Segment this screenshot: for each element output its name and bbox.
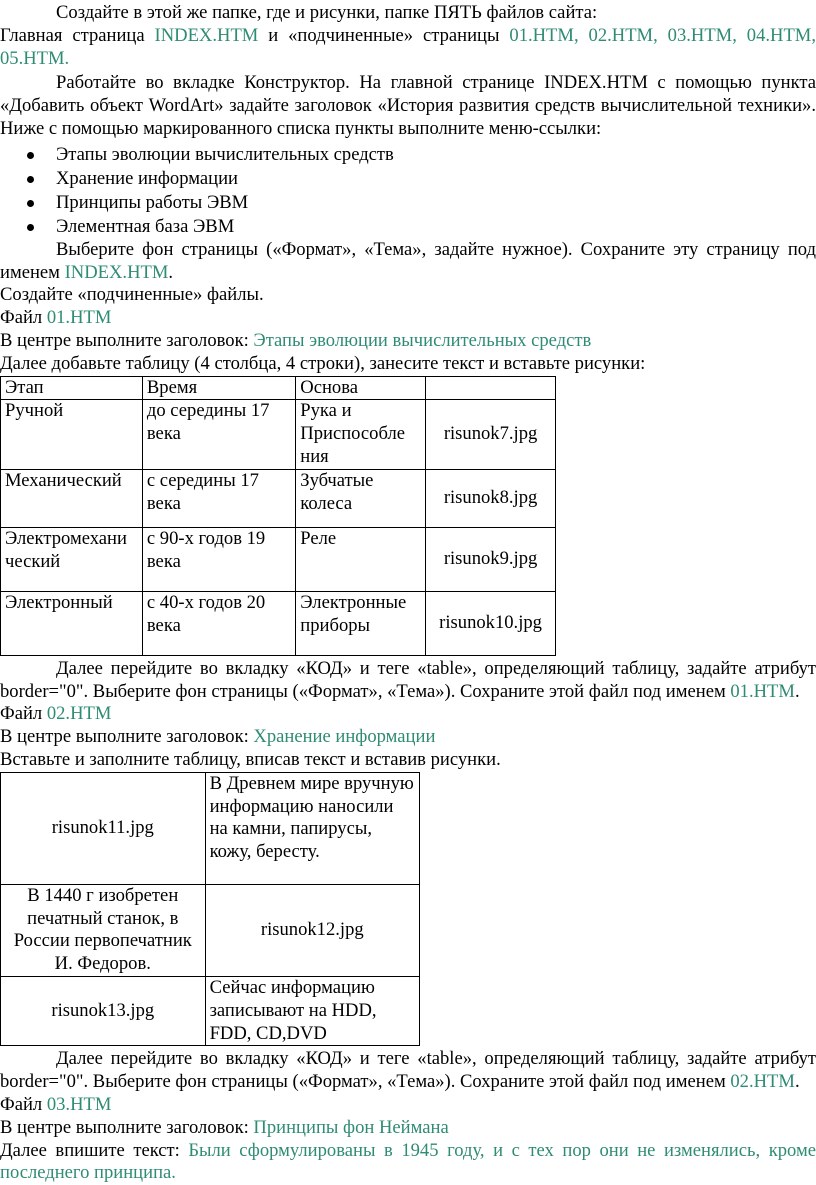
table-cell: Электромехани ческий — [1, 527, 143, 591]
background-paragraph-line1: Выберите фон страницы («Формат», «Тема», задайте нужное). Сохраните эту страницу под — [0, 239, 816, 262]
table-cell: Ручной — [1, 400, 143, 469]
sub-filenames: 01.HTM, 02.HTM, 03.HTM, 04.HTM, — [509, 25, 816, 46]
table-cell-image: risunok13.jpg — [1, 976, 206, 1045]
file3-heading-line: В центре выполните заголовок: Принципы фон Неймана — [0, 1117, 816, 1140]
file3-text-paragraph: Далее впишите текст: Были сформулированы в 1945 году, и с тех пор они не изменялись, кроме последнего принципа. — [0, 1140, 816, 1185]
table-row — [1, 469, 556, 527]
bullet-icon — [27, 200, 34, 207]
table-cell-image: risunok9.jpg — [426, 527, 556, 591]
files-paragraph-line1 — [0, 25, 816, 48]
list-item: Этапы эволюции вычислительных средств — [0, 143, 816, 167]
storage-table — [0, 772, 420, 1047]
table-cell-image: risunok12.jpg — [205, 884, 419, 976]
table-cell: Зубчатые колеса — [296, 469, 426, 527]
table-cell: Механический — [1, 469, 143, 527]
constructor-paragraph: Работайте во вкладке Конструктор. На главной странице INDEX.HTM с помощью пункта «Добавить объект WordArt» задайте заголовок «История развития средств вычислительной техники». Ниже с помощью маркированного списка пункты выполните меню-ссылки: — [0, 72, 816, 140]
file1-heading-line: В центре выполните заголовок: Этапы эволюции вычислительных средств — [0, 330, 816, 353]
table-cell-image: risunok10.jpg — [426, 591, 556, 655]
menu-links-list — [0, 143, 816, 239]
file3-heading: Принципы фон Неймана — [253, 1117, 448, 1138]
list-item: Элементная база ЭВМ — [0, 215, 816, 239]
table-header-cell: Основа — [296, 376, 426, 400]
table-cell: с 90-х годов 19 века — [142, 527, 295, 591]
intro-paragraph: Создайте в этой же папке, где и рисунки, папке ПЯТЬ файлов сайта: — [0, 2, 816, 25]
table-cell: Электронные приборы — [296, 591, 426, 655]
table-row — [1, 591, 556, 655]
table-header-row — [1, 376, 556, 400]
list-item: Хранение информации — [0, 167, 816, 191]
table-header-cell: Время — [142, 376, 295, 400]
file2-heading-line: В центре выполните заголовок: Хранение информации — [0, 726, 816, 749]
table-cell: с середины 17 века — [142, 469, 295, 527]
table-header-cell: Этап — [1, 376, 143, 400]
table-row — [1, 884, 420, 976]
stages-table — [0, 376, 556, 656]
table-row — [1, 400, 556, 469]
table-cell: В Древнем мире вручную информацию наносили на камни, папирусы, кожу, бересту. — [205, 772, 419, 884]
table-header-cell — [426, 376, 556, 400]
file2-name: 02.HTM — [47, 703, 112, 724]
file2-label: Файл 02.HTM — [0, 703, 816, 726]
table-row — [1, 772, 420, 884]
file2-after-line2: border="0". Выберите фон страницы («Формат», «Тема»). Сохраните этой файл под именем 02.HTM. — [0, 1071, 816, 1094]
file1-after-line1: Далее перейдите во вкладку «КОД» и теге «table», определяющий таблицу, задайте атрибут — [0, 658, 816, 681]
file1-save-name: 01.HTM — [730, 681, 795, 702]
create-files-line: Создайте «подчиненные» файлы. — [0, 284, 816, 307]
file1-name: 01.HTM — [47, 307, 112, 328]
bullet-icon — [27, 176, 34, 183]
list-item: Принципы работы ЭВМ — [0, 191, 816, 215]
bullet-icon — [27, 152, 34, 159]
files-paragraph-line2 — [0, 48, 816, 71]
index-filename: INDEX.HTM — [65, 262, 169, 283]
table-cell-image: risunok8.jpg — [426, 469, 556, 527]
table-cell: Реле — [296, 527, 426, 591]
table-row — [1, 527, 556, 591]
files-text-mid: и «подчиненные» страницы — [258, 25, 509, 46]
file1-label: Файл 01.HTM — [0, 307, 816, 330]
table-cell: Электронный — [1, 591, 143, 655]
table-cell: до середины 17 века — [142, 400, 295, 469]
file3-label: Файл 03.HTM — [0, 1094, 816, 1117]
file2-heading: Хранение информации — [253, 726, 435, 747]
table-row — [1, 976, 420, 1045]
bullet-icon — [27, 224, 34, 231]
background-paragraph-line2: именем INDEX.HTM. — [0, 262, 816, 285]
file1-heading: Этапы эволюции вычислительных средств — [253, 330, 591, 351]
sub-filename-last: 05.HTM. — [0, 48, 69, 69]
file2-save-name: 02.HTM — [730, 1071, 795, 1092]
file1-instruction: Далее добавьте таблицу (4 столбца, 4 строки), занесите текст и вставьте рисунки: — [0, 353, 816, 376]
file1-after-line2: border="0". Выберите фон страницы («Формат», «Тема»). Сохраните этой файл под именем 01.HTM. — [0, 681, 816, 704]
file2-after-line1: Далее перейдите во вкладку «КОД» и теге «table», определяющий таблицу, задайте атрибут — [0, 1048, 816, 1071]
file3-name: 03.HTM — [47, 1094, 112, 1115]
files-text: Главная страница — [0, 25, 155, 46]
table-cell: с 40-х годов 20 века — [142, 591, 295, 655]
table-cell: В 1440 г изобретен печатный станок, в России первопечатник И. Федоров. — [1, 884, 206, 976]
table-cell: Сейчас информацию записывают на HDD, FDD, CD,DVD — [205, 976, 419, 1045]
table-cell-image: risunok11.jpg — [1, 772, 206, 884]
table-cell-image: risunok7.jpg — [426, 400, 556, 469]
file2-instruction: Вставьте и заполните таблицу, вписав текст и вставив рисунки. — [0, 749, 816, 772]
table-cell: Рука и Приспособле ния — [296, 400, 426, 469]
file3-text: Были сформулированы в 1945 году, и с тех пор они не изменялись, кроме последнего принципа. — [0, 1140, 816, 1184]
index-filename: INDEX.HTM — [155, 25, 259, 46]
